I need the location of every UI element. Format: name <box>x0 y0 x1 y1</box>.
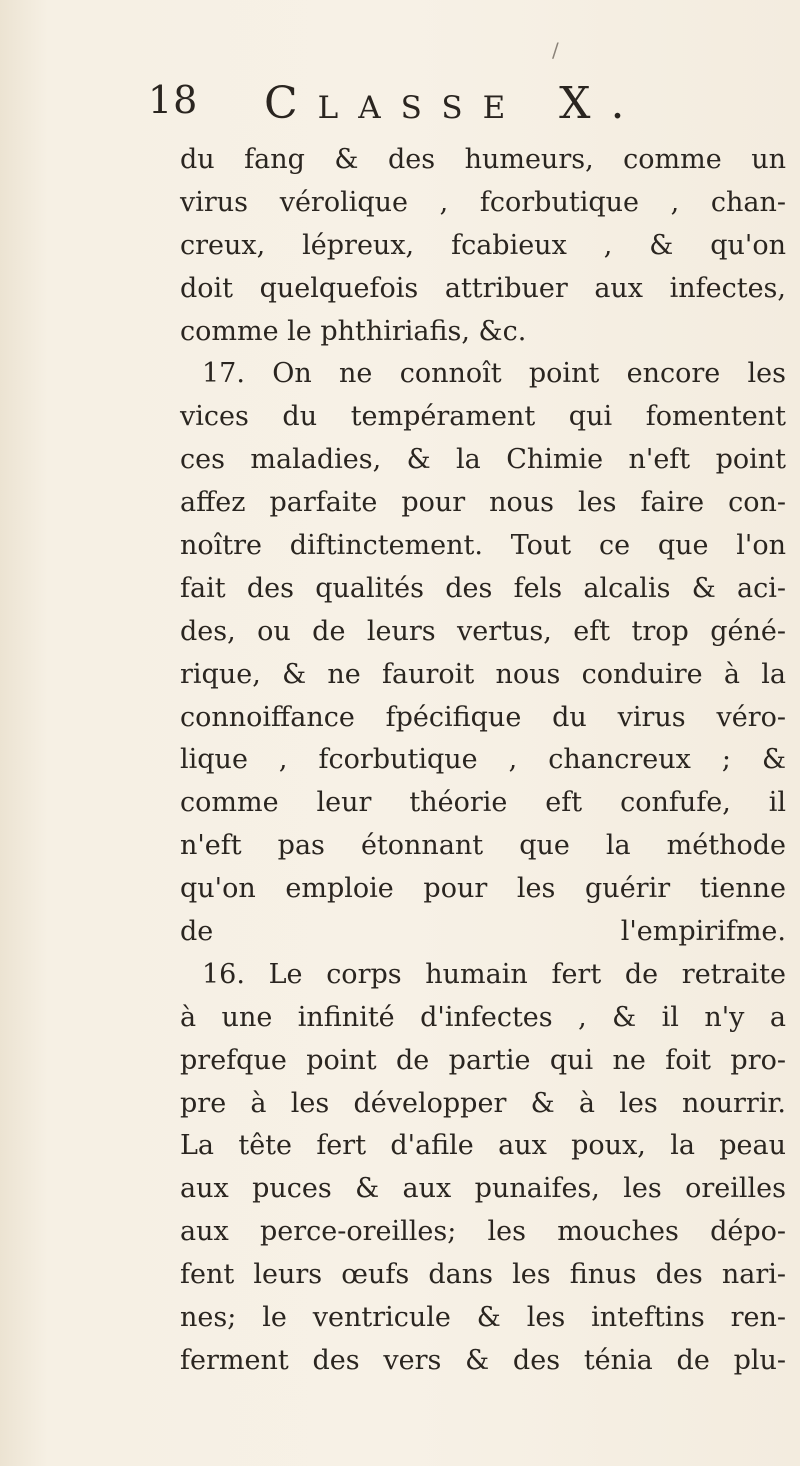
text-line: pre à les développer & à les nourrir. <box>180 1087 786 1119</box>
text-line: aux perce-oreilles; les mouches dépo- <box>180 1216 786 1248</box>
text-line: fait des qualités des fels alcalis & aci- <box>180 572 786 604</box>
text-line: n'eft pas étonnant que la méthode <box>180 830 786 862</box>
stray-ink-mark: / <box>552 38 559 62</box>
paragraph-start-16: 16. Le corps humain fert de retraite <box>202 958 786 990</box>
text-line: affez parfaite pour nous les faire con- <box>180 487 786 519</box>
text-line: des, ou de leurs vertus, eft trop géné- <box>180 615 786 647</box>
text-line: doit quelquefois attribuer aux infectes, <box>180 272 786 304</box>
page-header <box>148 78 708 132</box>
page-number: 18 <box>148 78 199 122</box>
text-line: lique , fcorbutique , chancreux ; & <box>180 744 786 776</box>
text-line: nes; le ventricule & les inteftins ren- <box>180 1302 786 1334</box>
running-head: Classe X. <box>264 78 645 129</box>
text-line: creux, lépreux, fcabieux , & qu'on <box>180 229 786 261</box>
paragraph-start-17: 17. On ne connoît point encore les <box>202 358 786 390</box>
text-line: aux puces & aux punaifes, les oreilles <box>180 1173 786 1205</box>
text-line: ferment des vers & des ténia de plu- <box>180 1344 786 1376</box>
text-line: connoiffance fpécifique du virus véro- <box>180 701 786 733</box>
text-line: du fang & des humeurs, comme un <box>180 144 786 175</box>
text-line: virus vérolique , fcorbutique , chan- <box>180 186 786 218</box>
text-line: de l'empirifme. <box>180 916 786 948</box>
text-line: noître diftinctement. Tout ce que l'on <box>180 530 786 562</box>
text-line: La tête fert d'afile aux poux, la peau <box>180 1130 786 1162</box>
text-line: prefque point de partie qui ne foit pro- <box>180 1044 786 1076</box>
text-line: fent leurs œufs dans les finus des nari- <box>180 1259 786 1291</box>
text-line: à une infinité d'infectes , & il n'y a <box>180 1001 786 1033</box>
text-line: comme leur théorie eft confufe, il <box>180 787 786 819</box>
text-line: vices du tempérament qui fomentent <box>180 401 786 433</box>
body-text <box>180 139 786 1383</box>
text-line: comme le phthiriafis, &c. <box>180 315 527 347</box>
text-line: qu'on emploie pour les guérir tienne <box>180 873 786 905</box>
text-line: ces maladies, & la Chimie n'eft point <box>180 444 786 476</box>
text-line: rique, & ne fauroit nous conduire à la <box>180 658 786 690</box>
